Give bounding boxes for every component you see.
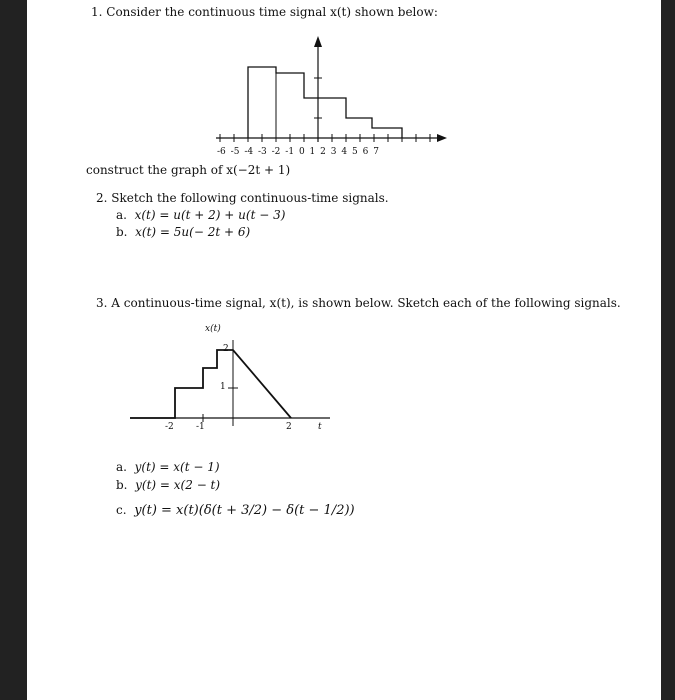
graph3-tick-label-2: 2 bbox=[286, 422, 292, 432]
graph3-y-tick-label-2: 2 bbox=[223, 344, 229, 354]
graph-1 bbox=[27, 0, 661, 700]
question-2a: a. x(t) = u(t + 2) + u(t − 3) bbox=[116, 208, 286, 222]
graph1-t-axis-arrow bbox=[437, 134, 447, 142]
graph1-tick-labels: -6 -5 -4 -3 -2 -1 0 1 2 3 4 5 6 7 bbox=[217, 147, 379, 157]
question-2b: b. x(t) = 5u(− 2t + 6) bbox=[116, 225, 251, 239]
question-3b: b. y(t) = x(2 − t) bbox=[116, 478, 221, 492]
graph3-signal bbox=[130, 350, 291, 418]
question-2-heading: 2. Sketch the following continuous-time signals. bbox=[96, 191, 389, 205]
question-1-task: construct the graph of x(−2t + 1) bbox=[86, 163, 291, 177]
question-3-heading: 3. A continuous-time signal, x(t), is shown below. Sketch each of the following signals. bbox=[96, 296, 621, 310]
document-page bbox=[27, 0, 661, 700]
graph3-tick-label-neg2: -2 bbox=[165, 422, 174, 432]
graph3-x-label: t bbox=[318, 422, 322, 432]
graph3-tick-label-neg1: -1 bbox=[196, 422, 205, 432]
graph3-y-label: x(t) bbox=[205, 324, 221, 334]
question-1-heading: 1. Consider the continuous time signal x(t) shown below: bbox=[91, 5, 438, 19]
question-3c: c. y(t) = x(t)(δ(t + 3/2) − δ(t − 1/2)) bbox=[116, 503, 355, 518]
graph1-signal bbox=[248, 67, 402, 138]
right-dark-border bbox=[661, 0, 675, 700]
graph3-y-tick-label-1: 1 bbox=[220, 382, 226, 392]
graph1-x-ticks bbox=[220, 134, 430, 142]
question-3a: a. y(t) = x(t − 1) bbox=[116, 460, 220, 474]
left-dark-border bbox=[0, 0, 27, 700]
graph1-y-axis-arrow bbox=[314, 36, 322, 47]
graph-3 bbox=[27, 0, 661, 700]
